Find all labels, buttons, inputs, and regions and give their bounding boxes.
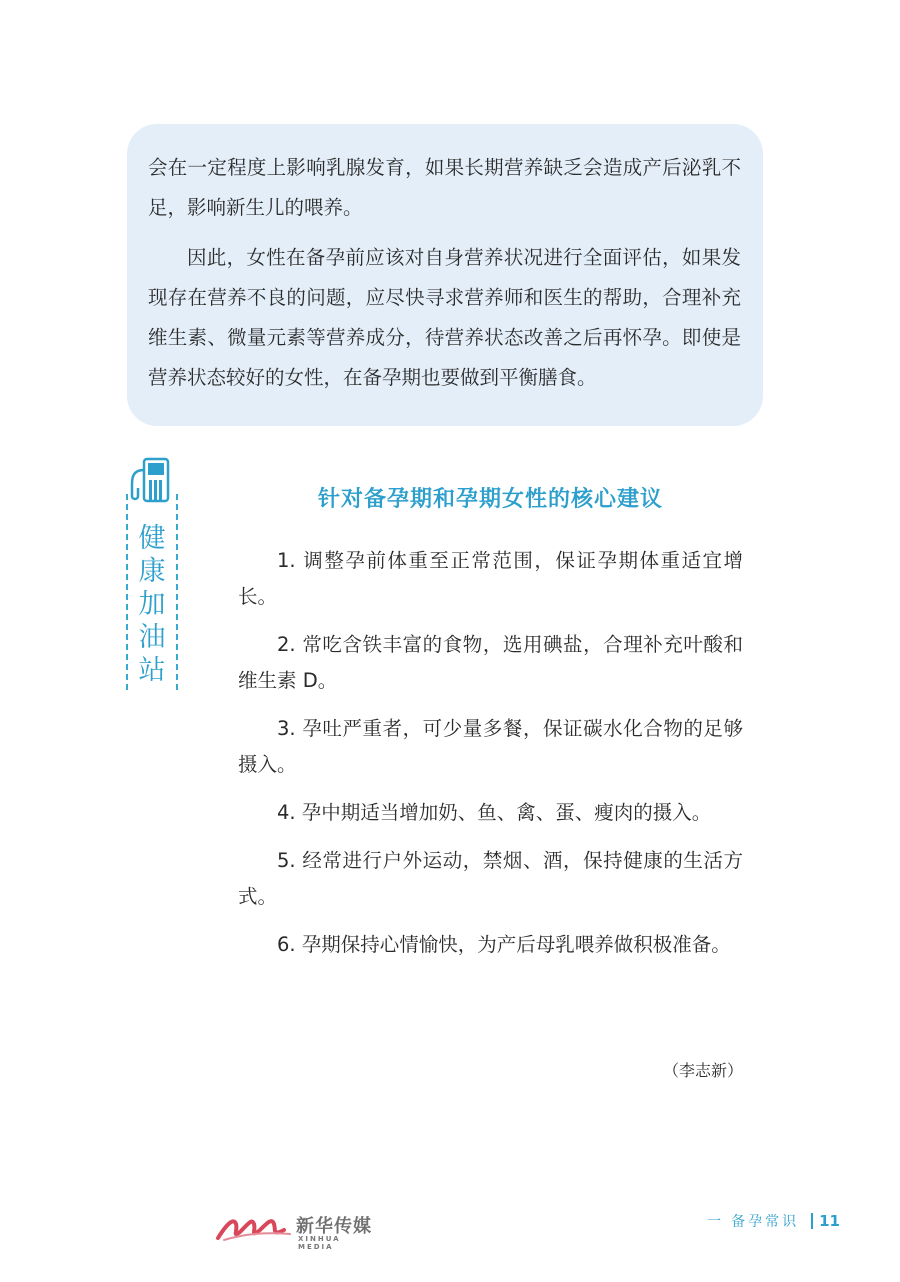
badge-char: 加 [138, 589, 166, 620]
intro-paragraph-2: 因此，女性在备孕前应该对自身营养状况进行全面评估，如果发现存在营养不良的问题，应尽快寻求营养师和医生的帮助，合理补充维生素、微量元素等营养成分，待营养状态改善之后再怀孕。即使是营养状态较好的女性，在备孕期也要做到平衡膳食。 [148, 246, 741, 389]
section-title: 针对备孕期和孕期女性的核心建议 [317, 487, 663, 512]
intro-paragraph-1: 会在一定程度上影响乳腺发育，如果长期营养缺乏会造成产后泌乳不足，影响新生儿的喂养。 [148, 156, 741, 219]
footer-section-label: 备孕常识 [731, 1214, 800, 1230]
running-footer [707, 1211, 840, 1231]
badge-char: 油 [138, 622, 166, 653]
footer-dash: 一 [707, 1214, 722, 1230]
advice-item: 3. 孕吐严重者，可少量多餐，保证碳水化合物的足够摄入。 [238, 717, 743, 776]
author-credit: （李志新） [662, 1061, 743, 1080]
publisher-logo [214, 1208, 374, 1251]
badge-char: 康 [138, 556, 166, 587]
badge-char: 站 [138, 655, 166, 686]
advice-item: 1. 调整孕前体重至正常范围，保证孕期体重适宜增长。 [238, 549, 743, 608]
page-number: 11 [819, 1212, 840, 1230]
publisher-name-cn: 新华传媒 [296, 1216, 372, 1237]
advice-item: 2. 常吃含铁丰富的食物，选用碘盐，合理补充叶酸和维生素 D。 [238, 633, 743, 692]
advice-list [238, 543, 743, 975]
badge-char: 健 [138, 523, 166, 554]
brush-stroke-logo-icon [214, 1208, 294, 1244]
advice-item: 6. 孕期保持心情愉快，为产后母乳喂养做积极准备。 [277, 933, 731, 956]
health-station-badge [122, 456, 182, 696]
footer-divider [811, 1213, 813, 1229]
publisher-name-en: XINHUA MEDIA [298, 1235, 341, 1251]
intro-callout-box [127, 124, 763, 426]
advice-item: 4. 孕中期适当增加奶、鱼、禽、蛋、瘦肉的摄入。 [277, 801, 712, 824]
badge-label [130, 522, 174, 687]
advice-item: 5. 经常进行户外运动，禁烟、酒，保持健康的生活方式。 [238, 849, 743, 908]
